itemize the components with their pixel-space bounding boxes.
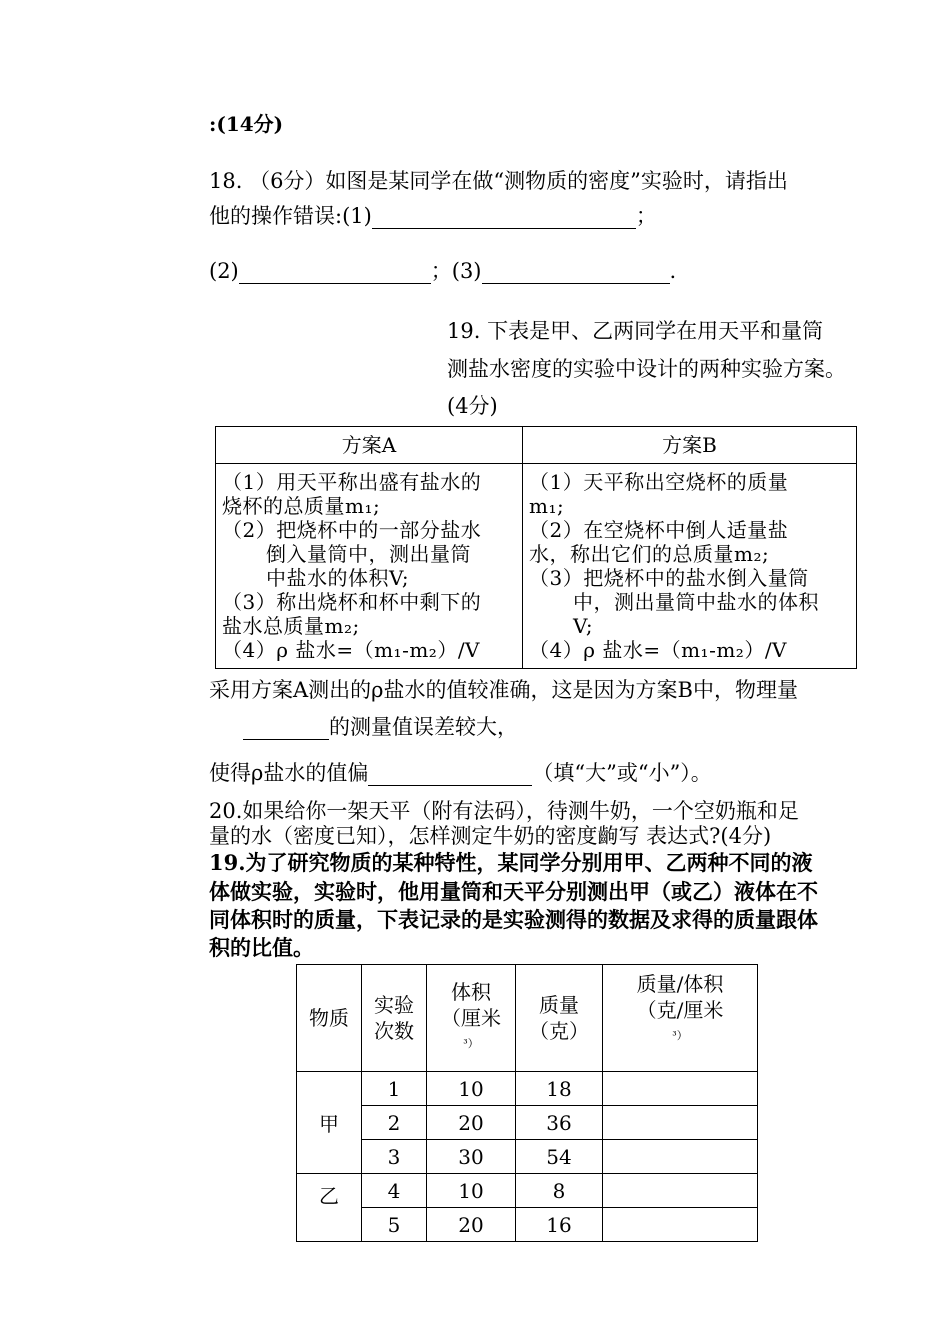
header-mass-l1: 质量 [539,993,579,1017]
cell-ratio-empty[interactable] [603,1106,758,1140]
header-trial-l2: 次数 [374,1019,414,1043]
q19b-line3: 同体积时的质量，下表记录的是实验测得的数据及求得的质量跟体 [209,907,818,932]
header-ratio-l3: ³） [672,1029,688,1042]
cell-mass: 16 [516,1208,603,1242]
table-row [297,1208,758,1242]
cell-ratio-empty[interactable] [603,1140,758,1174]
q19-blank-bias[interactable] [368,763,532,786]
cell-volume: 30 [427,1140,516,1174]
cell-mass: 54 [516,1140,603,1174]
data-table [296,964,758,1242]
cell-volume: 10 [427,1072,516,1106]
plan-a-line: 盐水总质量m₂; [222,614,360,638]
header-trial-l1: 实验 [374,993,414,1017]
q20-line1: 20.如果给你一架天平（附有法码），待测牛奶，一个空奶瓶和足 [209,799,799,823]
q19b-line1: 19.为了研究物质的某种特性，某同学分别用甲、乙两种不同的液 [209,850,813,875]
q19-after-line3 [209,760,712,786]
table-row [297,1174,758,1208]
q18-line3 [209,258,676,284]
plan-a-line: （1）用天平称出盛有盐水的 [222,470,482,494]
plan-b-header: 方案B [523,427,857,464]
header-volume-l1: 体积 [451,980,491,1004]
plan-a-header: 方案A [216,427,523,464]
header-volume-l2: （厘米 [441,1006,501,1030]
table-row [297,1106,758,1140]
plan-a-line: 中盐水的体积V; [266,566,410,590]
header-substance: 物质 [297,965,362,1072]
q18-p2: (2) [209,259,239,283]
group-yi: 乙 [297,1174,362,1242]
plan-a-line: （3）称出烧杯和杯中剩下的 [222,590,482,614]
header-mass [516,965,603,1072]
header-ratio-l1: 质量/体积 [636,972,724,996]
plan-b-line: （4）ρ 盐水=（m₁-m₂）/V [529,638,788,662]
cell-trial: 3 [362,1140,427,1174]
q19b-line4: 积的比值。 [209,935,314,960]
plan-table [215,426,857,669]
q18-end: . [669,259,677,283]
plan-b-line: m₁; [529,494,565,518]
header-ratio-l2: （克/厘米 [636,998,724,1022]
plan-a-line: 倒入量筒中，测出量筒 [266,542,471,566]
table-row [297,1140,758,1174]
plan-b-cell [523,464,857,669]
q19-blank-quantity[interactable] [243,717,329,740]
plan-b-line: （3）把烧杯中的盐水倒入量筒 [529,566,809,590]
q18-line2 [209,203,657,229]
plan-b-line: 水，称出它们的总质量m₂; [529,542,770,566]
q19-after-line2 [243,714,518,740]
cell-mass: 8 [516,1174,603,1208]
cell-volume: 20 [427,1106,516,1140]
cell-volume: 20 [427,1208,516,1242]
header-volume [427,965,516,1072]
cell-trial: 1 [362,1072,427,1106]
cell-ratio-empty[interactable] [603,1174,758,1208]
q18-blank-3[interactable] [482,261,670,284]
plan-b-line: （2）在空烧杯中倒人适量盐 [529,518,789,542]
q19-line1: 19. 下表是甲、乙两同学在用天平和量筒 [447,319,824,343]
q19-line2: 测盐水密度的实验中设计的两种实验方案。 [447,357,846,381]
q18-line1: 18. （6分）如图是某同学在做“测物质的密度”实验时，请指出 [209,169,788,193]
q18-line2-suffix: ； [635,204,657,228]
header-volume-l3: ³） [463,1037,479,1050]
cell-ratio-empty[interactable] [603,1072,758,1106]
table-row [297,1072,758,1106]
header-ratio [603,965,758,1072]
q18-line2-prefix: 他的操作错误:(1) [209,204,372,228]
q18-blank-1[interactable] [372,206,636,229]
plan-b-line: 中，测出量筒中盐水的体积 [573,590,819,614]
section-score: :(14分) [209,112,284,136]
q19-after3-suffix: （填“大”或“小”）。 [532,761,712,785]
cell-trial: 5 [362,1208,427,1242]
q18-blank-2[interactable] [239,261,431,284]
plan-b-line: （1）天平称出空烧杯的质量 [529,470,789,494]
q19-after-line1: 采用方案A测出的ρ盐水的值较准确，这是因为方案B中，物理量 [209,678,798,702]
cell-ratio-empty[interactable] [603,1208,758,1242]
q19-after3-prefix: 使得ρ盐水的值偏 [209,761,369,785]
plan-a-cell [216,464,523,669]
plan-a-line: （2）把烧杯中的一部分盐水 [222,518,482,542]
group-jia: 甲 [297,1072,362,1174]
plan-a-line: （4）ρ 盐水=（m₁-m₂）/V [222,638,481,662]
cell-mass: 18 [516,1072,603,1106]
cell-mass: 36 [516,1106,603,1140]
q18-sep: ；(3) [430,259,482,283]
q19-after2-text: 的测量值误差较大， [329,715,518,739]
header-trial [362,965,427,1072]
header-mass-l2: （克） [529,1019,589,1043]
cell-trial: 4 [362,1174,427,1208]
plan-a-line: 烧杯的总质量m₁; [222,494,381,518]
plan-b-line: V; [573,614,594,638]
cell-trial: 2 [362,1106,427,1140]
cell-volume: 10 [427,1174,516,1208]
q19-line3: (4分) [447,394,498,418]
q20-line2: 量的水（密度已知），怎样测定牛奶的密度齣写 表达式?(4分) [209,824,772,848]
q19b-line2: 体做实验，实验时，他用量筒和天平分别测出甲（或乙）液体在不 [209,879,818,904]
